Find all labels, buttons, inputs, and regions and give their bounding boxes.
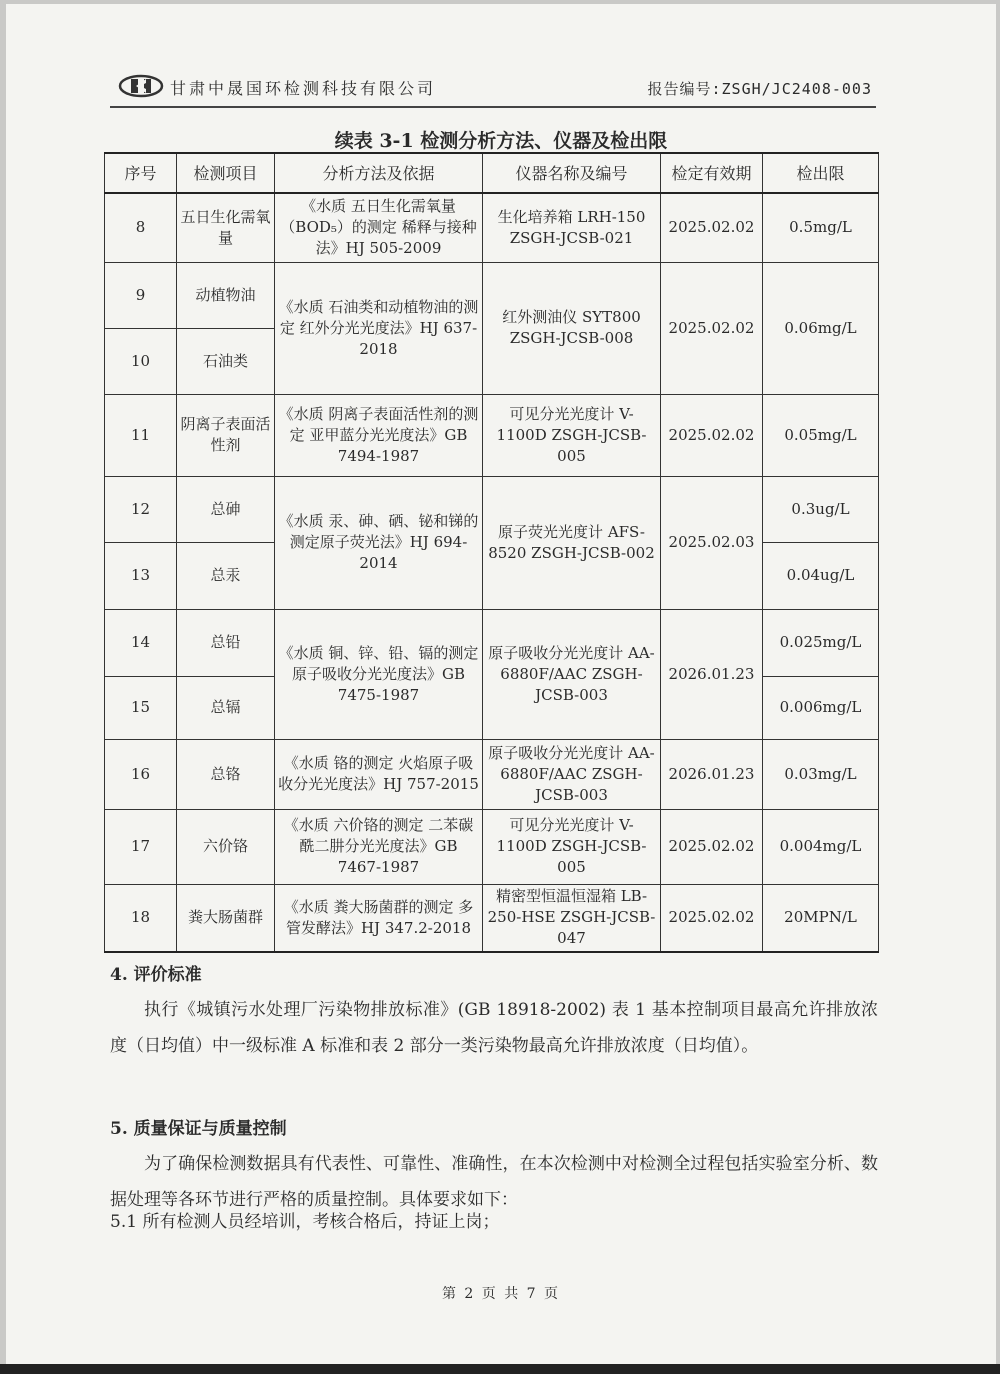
cell-item: 动植物油 — [177, 262, 275, 328]
company-logo-icon — [118, 74, 164, 98]
cell-limit: 0.06mg/L — [763, 262, 879, 394]
cell-no: 12 — [105, 476, 177, 542]
cell-limit: 0.006mg/L — [763, 676, 879, 739]
cell-item: 五日生化需氧量 — [177, 193, 275, 262]
cell-item: 六价铬 — [177, 809, 275, 884]
column-header: 分析方法及依据 — [275, 153, 483, 193]
cell-valid-date: 2025.02.03 — [661, 476, 763, 609]
cell-instrument: 可见分光光度计 V-1100D ZSGH-JCSB-005 — [483, 394, 661, 476]
cell-limit: 0.004mg/L — [763, 809, 879, 884]
cell-limit: 0.3ug/L — [763, 476, 879, 542]
cell-item: 总汞 — [177, 542, 275, 609]
cell-instrument: 原子荧光光度计 AFS-8520 ZSGH-JCSB-002 — [483, 476, 661, 609]
cell-method: 《水质 五日生化需氧量（BOD₅）的测定 稀释与接种法》HJ 505-2009 — [275, 193, 483, 262]
cell-no: 17 — [105, 809, 177, 884]
table-row — [105, 809, 879, 884]
cell-valid-date: 2025.02.02 — [661, 394, 763, 476]
section-5-text: 为了确保检测数据具有代表性、可靠性、准确性，在本次检测中对检测全过程包括实验室分析、数据处理等各环节进行严格的质量控制。具体要求如下： — [110, 1154, 878, 1210]
cell-item: 总砷 — [177, 476, 275, 542]
column-header: 检定有效期 — [661, 153, 763, 193]
cell-no: 9 — [105, 262, 177, 328]
section-4-text: 执行《城镇污水处理厂污染物排放标准》(GB 18918-2002) 表 1 基本控制项目最高允许排放浓度（日均值）中一级标准 A 标准和表 2 部分一类污染物最高允许排放浓度（日均值）。 — [110, 1000, 878, 1056]
cell-valid-date: 2025.02.02 — [661, 884, 763, 952]
report-number: 报告编号:ZSGH/JC2408-003 — [647, 80, 872, 98]
column-header: 检测项目 — [177, 153, 275, 193]
table-row — [105, 609, 879, 676]
cell-no: 15 — [105, 676, 177, 739]
cell-item: 粪大肠菌群 — [177, 884, 275, 952]
section-5-1-text: 5.1 所有检测人员经培训，考核合格后，持证上岗； — [110, 1212, 500, 1232]
cell-item: 总镉 — [177, 676, 275, 739]
cell-item: 总铬 — [177, 739, 275, 809]
cell-item: 石油类 — [177, 328, 275, 394]
table-caption: 续表 3-1 检测分析方法、仪器及检出限 — [334, 130, 668, 152]
section-5-title: 5. 质量保证与质量控制 — [110, 1119, 287, 1139]
table-row — [105, 394, 879, 476]
cell-method: 《水质 阴离子表面活性剂的测定 亚甲蓝分光光度法》GB 7494-1987 — [275, 394, 483, 476]
cell-no: 10 — [105, 328, 177, 394]
cell-no: 14 — [105, 609, 177, 676]
cell-limit: 0.04ug/L — [763, 542, 879, 609]
cell-valid-date: 2025.02.02 — [661, 262, 763, 394]
cell-no: 8 — [105, 193, 177, 262]
cell-limit: 20MPN/L — [763, 884, 879, 952]
cell-method: 《水质 粪大肠菌群的测定 多管发酵法》HJ 347.2-2018 — [275, 884, 483, 952]
cell-item: 阴离子表面活性剂 — [177, 394, 275, 476]
cell-limit: 0.03mg/L — [763, 739, 879, 809]
column-header: 仪器名称及编号 — [483, 153, 661, 193]
cell-method: 《水质 铜、锌、铅、镉的测定 原子吸收分光光度法》GB 7475-1987 — [275, 609, 483, 739]
page-header — [110, 70, 876, 108]
cell-no: 16 — [105, 739, 177, 809]
cell-no: 18 — [105, 884, 177, 952]
cell-valid-date: 2025.02.02 — [661, 809, 763, 884]
table-row — [105, 739, 879, 809]
company-name: 甘肃中晟国环检测科技有限公司 — [170, 79, 437, 98]
cell-limit: 0.5mg/L — [763, 193, 879, 262]
cell-instrument: 精密型恒温恒湿箱 LB-250-HSE ZSGH-JCSB-047 — [483, 884, 661, 952]
section-4-title: 4. 评价标准 — [110, 965, 202, 985]
table-row — [105, 262, 879, 328]
table-header-row — [105, 153, 879, 193]
document-page — [6, 4, 996, 1370]
table-row — [105, 476, 879, 542]
cell-instrument: 原子吸收分光光度计 AA-6880F/AAC ZSGH-JCSB-003 — [483, 609, 661, 739]
cell-valid-date: 2026.01.23 — [661, 739, 763, 809]
methods-table — [104, 152, 879, 953]
column-header: 序号 — [105, 153, 177, 193]
cell-no: 11 — [105, 394, 177, 476]
cell-limit: 0.05mg/L — [763, 394, 879, 476]
scan-edge — [0, 1364, 1000, 1374]
cell-method: 《水质 汞、砷、硒、铋和锑的测定原子荧光法》HJ 694-2014 — [275, 476, 483, 609]
cell-instrument: 红外测油仪 SYT800 ZSGH-JCSB-008 — [483, 262, 661, 394]
cell-instrument: 原子吸收分光光度计 AA-6880F/AAC ZSGH-JCSB-003 — [483, 739, 661, 809]
cell-valid-date: 2025.02.02 — [661, 193, 763, 262]
page-number: 第 2 页 共 7 页 — [441, 1286, 561, 1302]
cell-method: 《水质 铬的测定 火焰原子吸收分光光度法》HJ 757-2015 — [275, 739, 483, 809]
cell-item: 总铅 — [177, 609, 275, 676]
table-row — [105, 193, 879, 262]
cell-method: 《水质 石油类和动植物油的测定 红外分光光度法》HJ 637-2018 — [275, 262, 483, 394]
table-row — [105, 884, 879, 952]
cell-instrument: 生化培养箱 LRH-150 ZSGH-JCSB-021 — [483, 193, 661, 262]
cell-instrument: 可见分光光度计 V-1100D ZSGH-JCSB-005 — [483, 809, 661, 884]
cell-limit: 0.025mg/L — [763, 609, 879, 676]
cell-method: 《水质 六价铬的测定 二苯碳酰二肼分光光度法》GB 7467-1987 — [275, 809, 483, 884]
column-header: 检出限 — [763, 153, 879, 193]
cell-no: 13 — [105, 542, 177, 609]
cell-valid-date: 2026.01.23 — [661, 609, 763, 739]
